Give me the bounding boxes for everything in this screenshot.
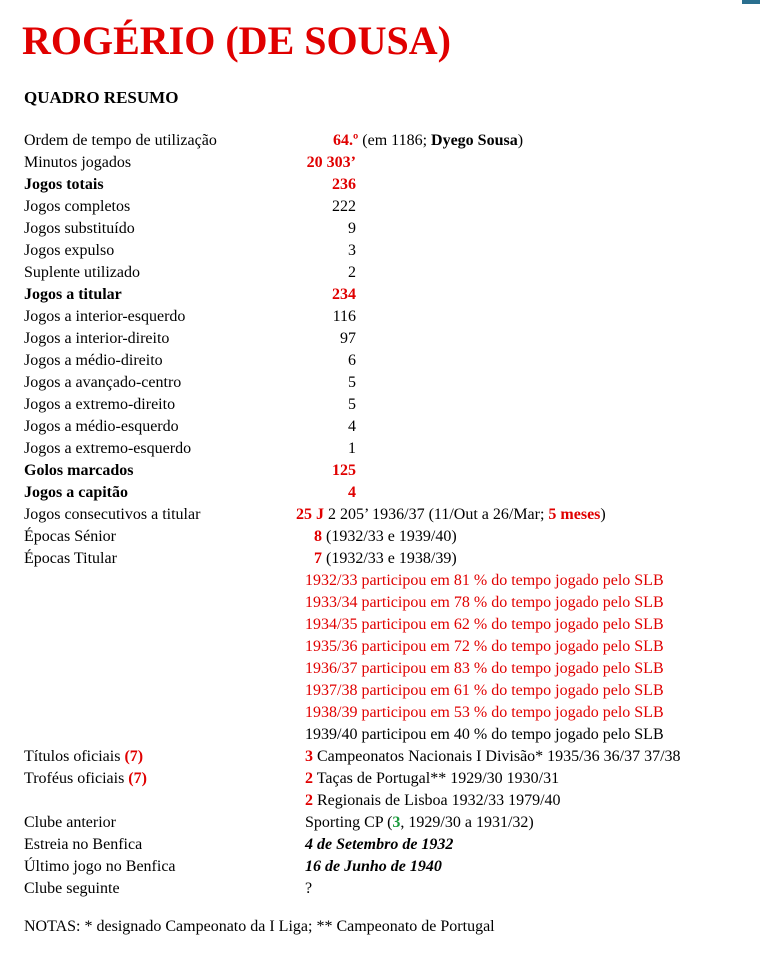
season-text: 1933/34 participou em 78 % do tempo jogado pelo SLB [305, 594, 664, 611]
stat-label: Golos marcados [24, 462, 134, 479]
stat-label: Jogos a extremo-direito [24, 396, 176, 413]
stat-label: Clube seguinte [24, 880, 120, 897]
stat-label: Jogos a avançado-centro [24, 374, 182, 391]
stat-value: 125 [332, 462, 356, 479]
stat-value: 234 [332, 286, 356, 303]
trofeus-value: 2 Taças de Portugal** 1929/30 1930/31 [305, 770, 560, 787]
corner-marker [742, 0, 760, 4]
season-text: 1935/36 participou em 72 % do tempo jogado pelo SLB [305, 638, 664, 655]
stat-value: 3 [348, 242, 356, 259]
page-title: ROGÉRIO (DE SOUSA) [22, 18, 451, 63]
stat-label: Jogos a médio-direito [24, 352, 163, 369]
stat-value: 97 [340, 330, 356, 347]
stat-row-interior-direito [0, 328, 760, 350]
stat-row-interior-esquerdo [0, 306, 760, 328]
stat-row-ordem [0, 130, 760, 152]
stat-value: 222 [332, 198, 356, 215]
stat-value: 25 J 2 205’ 1936/37 (11/Out a 26/Mar; 5 meses) [296, 506, 606, 523]
season-row [0, 592, 760, 614]
season-text: 1938/39 participou em 53 % do tempo jogado pelo SLB [305, 704, 664, 721]
stat-value: 6 [348, 352, 356, 369]
titulos-value: 3 Campeonatos Nacionais I Divisão* 1935/36 36/37 37/38 [305, 748, 681, 765]
season-row [0, 636, 760, 658]
stat-label: Minutos jogados [24, 154, 132, 171]
stat-label: Jogos consecutivos a titular [24, 506, 201, 523]
titulos-label: Títulos oficiais (7) [24, 748, 144, 765]
stat-label: Jogos expulso [24, 242, 115, 259]
season-row [0, 680, 760, 702]
stat-row-jogos-completos [0, 196, 760, 218]
ultimo-row [0, 856, 760, 878]
stat-value: 4 [348, 418, 356, 435]
stat-label: Jogos substituído [24, 220, 135, 237]
season-text: 1939/40 participou em 40 % do tempo jogado pelo SLB [305, 726, 664, 743]
stat-value: 4 [348, 484, 356, 501]
regionais-row [0, 790, 760, 812]
clube-anterior-row [0, 812, 760, 834]
seguinte-row [0, 878, 760, 900]
stat-label: Último jogo no Benfica [24, 858, 176, 875]
stat-value: 8 (1932/33 e 1939/40) [314, 528, 457, 545]
stat-row-medio-direito [0, 350, 760, 372]
stat-label: Épocas Titular [24, 550, 117, 567]
stat-label: Jogos a interior-direito [24, 330, 170, 347]
stat-value: 64.º (em 1186; Dyego Sousa) [333, 132, 524, 149]
trofeus-label: Troféus oficiais (7) [24, 770, 147, 787]
stat-row-avancado-centro [0, 372, 760, 394]
stat-row-jogos-substituido [0, 218, 760, 240]
stat-value: 2 [348, 264, 356, 281]
estreia-value: 4 de Setembro de 1932 [305, 836, 454, 853]
stat-value: 9 [348, 220, 356, 237]
stat-value: 116 [332, 308, 356, 325]
stat-row-consecutivos [0, 504, 760, 526]
stat-row-extremo-direito [0, 394, 760, 416]
season-row [0, 702, 760, 724]
season-row [0, 658, 760, 680]
stat-row-golos [0, 460, 760, 482]
stat-row-jogos-expulso [0, 240, 760, 262]
trofeus-row [0, 768, 760, 790]
stat-row-epocas-titular [0, 548, 760, 570]
stat-label: Jogos completos [24, 198, 131, 215]
stat-label: Épocas Sénior [24, 528, 116, 545]
season-text: 1932/33 participou em 81 % do tempo jogado pelo SLB [305, 572, 664, 589]
season-row [0, 724, 760, 746]
clube-anterior-value: Sporting CP (3, 1929/30 a 1931/32) [305, 814, 534, 831]
titulos-row [0, 746, 760, 768]
stat-label: Suplente utilizado [24, 264, 140, 281]
stat-value: 20 303’ [306, 154, 356, 171]
stat-label: Ordem de tempo de utilização [24, 132, 217, 149]
stat-value: 5 [348, 374, 356, 391]
stat-row-epocas-senior [0, 526, 760, 548]
seguinte-value: ? [305, 880, 313, 897]
stat-value: 1 [348, 440, 356, 457]
season-text: 1934/35 participou em 62 % do tempo jogado pelo SLB [305, 616, 664, 633]
season-text: 1936/37 participou em 83 % do tempo jogado pelo SLB [305, 660, 664, 677]
stat-row-extremo-esquerdo [0, 438, 760, 460]
estreia-row [0, 834, 760, 856]
stat-label: Jogos totais [24, 176, 104, 193]
stat-row-jogos-titular [0, 284, 760, 306]
season-row [0, 570, 760, 592]
stat-label: Clube anterior [24, 814, 116, 831]
section-subtitle: QUADRO RESUMO [24, 88, 179, 107]
stat-label: Jogos a titular [24, 286, 122, 303]
stat-row-jogos-totais [0, 174, 760, 196]
stat-label: Estreia no Benfica [24, 836, 143, 853]
stat-label: Jogos a interior-esquerdo [24, 308, 186, 325]
stat-row-suplente [0, 262, 760, 284]
stat-row-medio-esquerdo [0, 416, 760, 438]
stat-row-minutos [0, 152, 760, 174]
stat-value: 5 [348, 396, 356, 413]
ultimo-value: 16 de Junho de 1940 [305, 858, 442, 875]
stat-label: Jogos a médio-esquerdo [24, 418, 179, 435]
stat-value: 7 (1932/33 e 1938/39) [314, 550, 457, 567]
season-row [0, 614, 760, 636]
regionais-value: 2 Regionais de Lisboa 1932/33 1979/40 [305, 792, 561, 809]
stat-label: Jogos a capitão [24, 484, 128, 501]
stat-label: Jogos a extremo-esquerdo [24, 440, 192, 457]
season-text: 1937/38 participou em 61 % do tempo jogado pelo SLB [305, 682, 664, 699]
footnotes: NOTAS: * designado Campeonato da I Liga; ** Campeonato de Portugal [24, 918, 495, 935]
stat-value: 236 [332, 176, 356, 193]
stat-row-capitao [0, 482, 760, 504]
